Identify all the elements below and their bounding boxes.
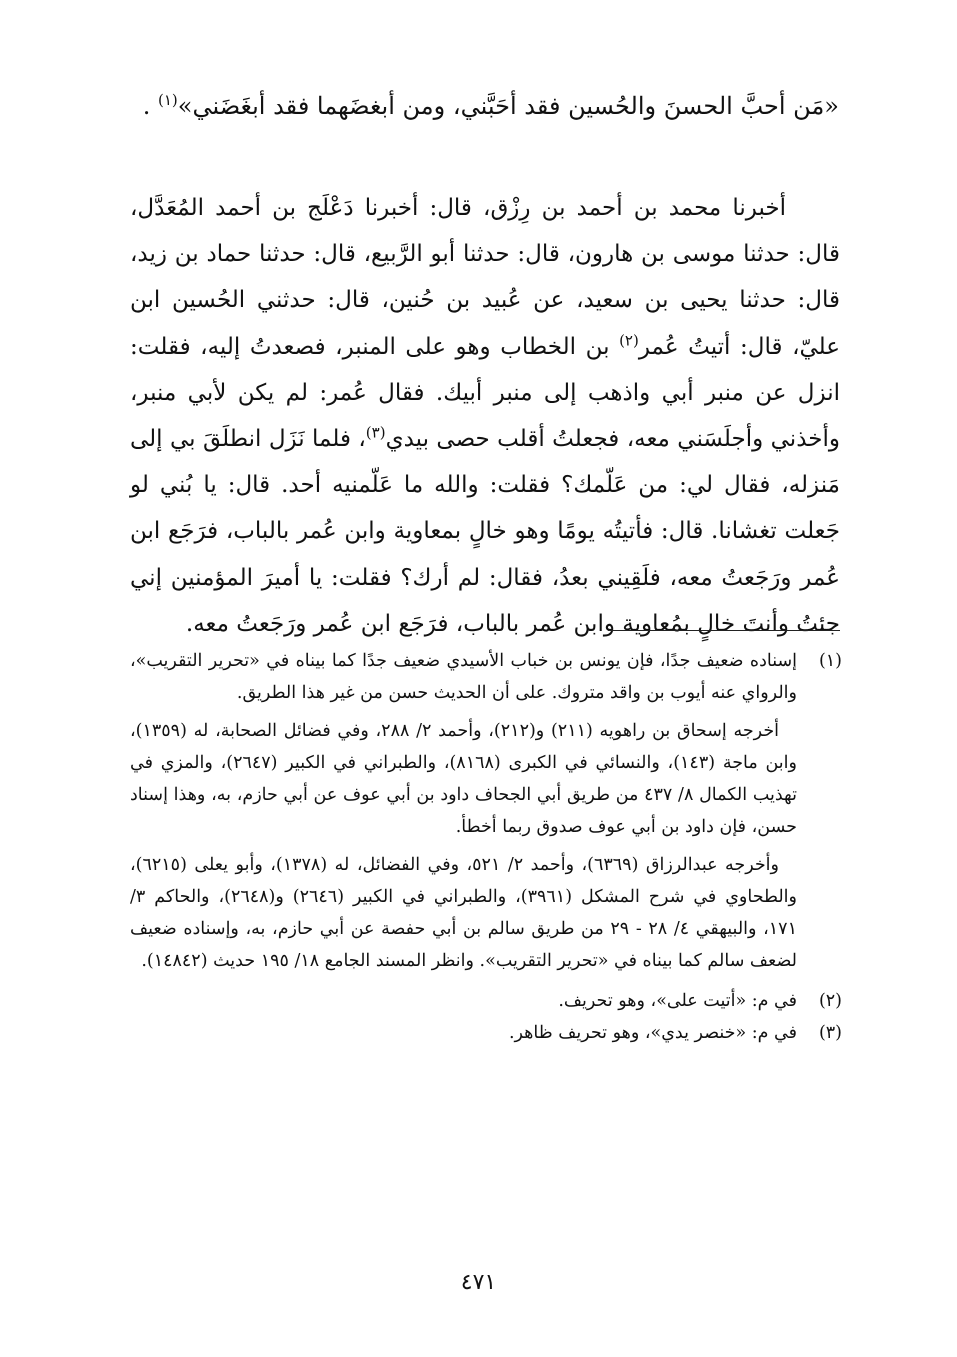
footnote-2 [130,985,842,1017]
footnote-ref-1: (١) [158,91,178,109]
footnote-number: (٣) [818,1023,842,1043]
narration-text [130,185,840,647]
narration-part-1: أخبرنا محمد بن أحمد بن رِزْق، قال: أخبرنا دَعْلَج بن أحمد المُعَدَّل، قال: حدثنا موسى بن هارون، قال: حدثنا أبو الرَّبيع، قال: حدثنا حماد بن زيد، قال: حدثنا يحيى بن سعيد، عن عُبيد بن حُنين، قال: حدثني الحُسين ابن عليّ، قال: أتيتُ عُمر [130,195,840,360]
footnote-number: (١) [818,651,842,671]
footnote-body [130,645,797,977]
footnote-number: (٢) [818,991,842,1011]
quote-text: «مَن أحبَّ الحسنَ والحُسين فقد أحَبَّني، ومن أبغضَهما فقد أبغَضَني» [177,92,839,120]
footnote-3 [130,1017,842,1049]
footnote-paragraph: أخرجه إسحاق بن راهويه (٢١١) و(٢١٢)، وأحمد ٢/ ٢٨٨، وفي فضائل الصحابة، له (١٣٥٩)، وابن ماجة (١٤٣)، والنسائي في الكبرى (٨١٦٨)، والطبراني في الكبير (٢٦٤٧)، والمزي في تهذيب الكمال ٨/ ٤٣٧ من طريق أبي الجحاف داود بن أبي عوف عن أبي حازم، به، وهذا إسناد حسن، فإن داود بن أبي عوف صدوق ربما أخطأ. [130,721,797,837]
footnote-text: في م: «خنصر يدي»، وهو تحريف ظاهر. [508,1023,797,1043]
quote-end: . [142,92,158,120]
hadith-quote [109,88,839,124]
footnote-paragraph: إسناده ضعيف جدًا، فإن يونس بن خباب الأسيدي ضعيف جدًا كما بيناه في «تحرير التقريب»، والرواي عنه أيوب بن واقد متروك. على أن الحديث حسن من غير هذا الطريق. [130,651,797,703]
footnote-separator [608,630,840,631]
footnote-paragraph: وأخرجه عبدالرزاق (٦٣٦٩)، وأحمد ٢/ ٥٢١، وفي الفضائل، له (١٣٧٨)، وأبو يعلى (٦٢١٥)، والطحاوي في شرح المشكل (٣٩٦١)، والطبراني في الكبير (٢٦٤٦) و(٢٦٤٨)، والحاكم ٣/ ١٧١، والبيهقي ٤/ ٢٨ - ٢٩ من طريق سالم بن أبي حفصة عن أبي حازم، به، وإسناده ضعيف لضعف سالم كما بيناه في «تحرير التقريب». وانظر المسند الجامع ١٨/ ١٩٥ حديث (١٤٨٤٢). [130,855,798,971]
narration-part-3: ، فلما نَزَل انطلَقَ بي إلى مَنزله، فقال لي: من عَلّمك؟ فقلت: والله ما عَلّمنيه أحد. قال: يا بُني لو جَعلت تغشانا. قال: فأتيتُه يومًا وهو خالٍ بمعاوية وابن عُمر بالباب، فرَجَع ابن عُمر ورَجَعتُ معه، فلَقِيني بعدُ، فقال: لم أرك؟ فقلت: يا أميرَ المؤمنين إني جئتُ وأنتَ خالٍ بمُعاوية وابن عُمر بالباب، فرَجَع ابن عُمر ورَجَعتُ معه. [130,426,840,637]
footnote-ref-3: (٣) [365,423,386,442]
footnotes [130,645,842,1049]
narration-paragraph [130,185,840,647]
page-number: ٤٧١ [460,1270,497,1295]
footnote-text: في م: «أتيت على»، وهو تحريف. [558,991,797,1011]
narration-part-2: بن الخطاب وهو على المنبر، فصعدتُ إليه، فقلت: انزل عن منبر أبي واذهب إلى منبر أبيك. فقال عُمر: لم يكن لأبي منبر، وأخذني وأجلَسَني معه، فجعلتُ أقلب حصى بيدي [130,333,840,453]
footnote-ref-2: (٢) [619,330,639,349]
footnote-1 [130,645,842,977]
